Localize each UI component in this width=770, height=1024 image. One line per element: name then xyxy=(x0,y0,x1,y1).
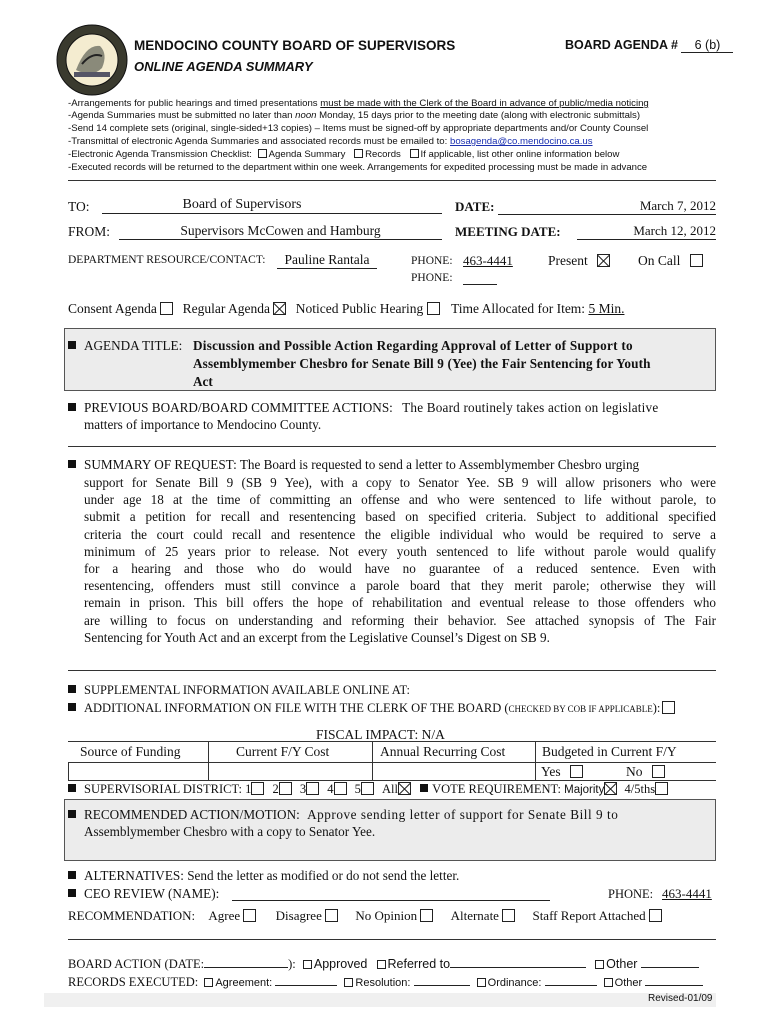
checkbox-district-4[interactable] xyxy=(334,782,347,795)
checkbox-consent[interactable] xyxy=(160,302,173,315)
phone-label: PHONE: xyxy=(411,255,453,267)
district-row: SUPERVISORIAL DISTRICT: 1 2 3 4 5 All VOTE REQUIREMENT: Majority 4/5ths xyxy=(68,782,668,797)
form-title: ONLINE AGENDA SUMMARY xyxy=(134,59,313,74)
checkbox-disagree[interactable] xyxy=(325,909,338,922)
checkbox-no-opinion[interactable] xyxy=(420,909,433,922)
checkbox-approved[interactable] xyxy=(303,960,312,969)
fiscal-title: FISCAL IMPACT: N/A xyxy=(316,727,445,742)
supplemental-online: SUPPLEMENTAL INFORMATION AVAILABLE ONLINE AT: xyxy=(68,683,410,698)
supplemental-file: ADDITIONAL INFORMATION ON FILE WITH THE CLERK OF THE BOARD (CHECKED BY COB IF APPLICABLE): xyxy=(68,701,675,716)
checkbox-district-3[interactable] xyxy=(306,782,319,795)
alternatives-row: ALTERNATIVES: Send the letter as modified or do not send the letter. xyxy=(68,868,459,884)
ceo-review-row: CEO REVIEW (NAME): xyxy=(68,886,219,902)
date-label: DATE: xyxy=(455,199,495,214)
contact-label: DEPARTMENT RESOURCE/CONTACT: xyxy=(68,254,266,266)
agenda-number-value[interactable]: 6 (b) xyxy=(681,38,733,53)
agenda-title-label: AGENDA TITLE: xyxy=(68,338,182,354)
fiscal-col-annual: Annual Recurring Cost xyxy=(380,744,506,759)
footer-bar xyxy=(44,993,716,1007)
checkbox-referred[interactable] xyxy=(377,960,386,969)
from-label: FROM: xyxy=(68,224,111,239)
checkbox-district-all[interactable] xyxy=(398,782,411,795)
records-row: RECORDS EXECUTED: Agreement: Resolution: Ordinance: Other xyxy=(68,975,703,990)
divider-3 xyxy=(68,670,716,671)
checkbox-majority[interactable] xyxy=(604,782,617,795)
checkbox-other-online[interactable] xyxy=(410,149,419,158)
org-title: MENDOCINO COUNTY BOARD OF SUPERVISORS xyxy=(134,38,456,53)
checkbox-noticed[interactable] xyxy=(427,302,440,315)
checkbox-budgeted-yes[interactable] xyxy=(570,765,583,778)
checkbox-regular[interactable] xyxy=(273,302,286,315)
contact-field[interactable]: Pauline Rantala xyxy=(277,252,377,269)
agenda-title-line-3: Act xyxy=(193,374,213,389)
checkbox-four-fifths[interactable] xyxy=(655,782,668,795)
agenda-type-row: Consent Agenda Regular Agenda Noticed Public Hearing Time Allocated for Item: 5 Min. xyxy=(68,301,625,316)
fiscal-col-source: Source of Funding xyxy=(80,744,181,759)
checkbox-agree[interactable] xyxy=(243,909,256,922)
meeting-date-label: MEETING DATE: xyxy=(455,224,561,239)
revised-label: Revised-01/09 xyxy=(648,993,713,1004)
checkbox-records[interactable] xyxy=(354,149,363,158)
agenda-title-line-2: Assemblymember Chesbro for Senate Bill 9 (Yee) the Fair Sentencing for Youth xyxy=(193,356,651,371)
recommendation-row: RECOMMENDATION: Agree Disagree No Opinion Alternate Staff Report Attached xyxy=(68,908,662,924)
oncall-option[interactable]: On Call xyxy=(638,253,703,269)
instruction-line-6: -Executed records will be returned to the department within one week. Arrangements for expedited processing must be made in advance xyxy=(68,162,648,173)
county-seal xyxy=(56,24,128,96)
phone2-label: PHONE: xyxy=(411,272,453,284)
annual-cost-field[interactable] xyxy=(372,764,535,778)
previous-actions-line-2: matters of importance to Mendocino County. xyxy=(84,417,322,432)
referred-to-field[interactable] xyxy=(450,957,586,968)
time-allocated[interactable]: 5 Min. xyxy=(588,301,625,316)
board-other-field[interactable] xyxy=(641,957,699,968)
previous-actions-line-1: PREVIOUS BOARD/BOARD COMMITTEE ACTIONS: The Board routinely takes action on legislative xyxy=(68,400,658,416)
instruction-line-3: -Send 14 complete sets (original, single-sided+13 copies) – Items must be signed-off by appropriate departments and/or County Counsel xyxy=(68,123,649,134)
checkbox-agenda-summary[interactable] xyxy=(258,149,267,158)
recommended-line-1: RECOMMENDED ACTION/MOTION: Approve sending letter of support for Senate Bill 9 to xyxy=(68,807,618,823)
checkbox-district-1[interactable] xyxy=(251,782,264,795)
summary-line-1: SUMMARY OF REQUEST: The Board is requested to send a letter to Assemblymember Chesbro urging xyxy=(68,457,639,473)
checkbox-district-2[interactable] xyxy=(279,782,292,795)
phone-field[interactable]: 463-4441 xyxy=(463,253,513,268)
to-label: TO: xyxy=(68,199,90,214)
checkbox-budgeted-no[interactable] xyxy=(652,765,665,778)
ceo-review-field[interactable] xyxy=(232,900,550,901)
to-field[interactable]: Board of Supervisors xyxy=(102,197,442,214)
instruction-line-1: -Arrangements for public hearings and timed presentations must be made with the Clerk of the Board in advance of public/media noticing xyxy=(68,98,649,109)
checkbox-ordinance[interactable] xyxy=(477,978,486,987)
present-option[interactable]: Present xyxy=(548,253,610,269)
checkbox-resolution[interactable] xyxy=(344,978,353,987)
instruction-line-4: -Transmittal of electronic Agenda Summaries and associated records must be emailed to: bosagenda@co.mendocino.ca.us xyxy=(68,136,593,147)
recommended-line-2: Assemblymember Chesbro with a copy to Senator Yee. xyxy=(84,824,376,839)
checkbox-cob[interactable] xyxy=(662,701,675,714)
meeting-date-field[interactable]: March 12, 2012 xyxy=(577,223,716,240)
from-field[interactable]: Supervisors McCowen and Hamburg xyxy=(119,223,442,240)
transmission-checklist: -Electronic Agenda Transmission Checklist: Agenda Summary Records If applicable, list other online information below xyxy=(68,149,620,160)
fiscal-col-current: Current F/Y Cost xyxy=(236,744,330,759)
date-field[interactable]: March 7, 2012 xyxy=(498,198,716,215)
budgeted-no[interactable]: No xyxy=(626,764,665,780)
fiscal-table-top xyxy=(68,741,716,742)
instruction-line-2: -Agenda Summaries must be submitted no later than noon Monday, 15 days prior to the meeting date (along with electronic submittals) xyxy=(68,110,641,121)
budgeted-yes[interactable]: Yes xyxy=(541,764,583,780)
board-action-row: BOARD ACTION (DATE: ): Approved Referred to Other xyxy=(68,956,699,972)
checkbox-board-other[interactable] xyxy=(595,960,604,969)
checkbox-oncall[interactable] xyxy=(690,254,703,267)
checkbox-records-other[interactable] xyxy=(604,978,613,987)
divider-4 xyxy=(68,939,716,940)
checkbox-staff-report[interactable] xyxy=(649,909,662,922)
ceo-phone-label: PHONE: xyxy=(608,887,654,901)
checkbox-alternate[interactable] xyxy=(502,909,515,922)
agenda-number: BOARD AGENDA # 6 (b) xyxy=(565,38,733,53)
board-action-date[interactable] xyxy=(204,956,288,968)
header-divider xyxy=(68,180,716,181)
checkbox-agreement[interactable] xyxy=(204,978,213,987)
agenda-title-line-1: Discussion and Possible Action Regarding Approval of Letter of Support to xyxy=(193,338,633,353)
ceo-phone-value[interactable]: 463-4441 xyxy=(662,886,712,901)
summary-body: support for Senate Bill 9 (SB 9 Yee), with a copy to Senator Yee. SB 9 will allow prisoners who were under age 18 at the time of committing an offense and who were sentenced to life without parole, to submit a petition for recall and resentencing based on specified criteria. Subject to additional specified criteria the court could recall and resentence the eligible individual who would be required to serve a minimum of 25 years prior to release. Not every youth sentenced to life without parole would qualify for a hearing and those who do would have no guarantee of a reduced sentence. Even with resentencing, offenders must still convince a parole board that they merit parole; otherwise they will remain in prison. This bill offers the hope of rehabilitation and eventual release to those offenders who are willing to focus on understanding and reforming their behavior. See attached synopsis of The Fair Sentencing for Youth Act and an excerpt from the Legislative Counsel’s Digest on SB 9. xyxy=(84,475,716,645)
email-link[interactable]: bosagenda@co.mendocino.ca.us xyxy=(449,136,593,147)
checkbox-present[interactable] xyxy=(597,254,610,267)
fiscal-col-budgeted: Budgeted in Current F/Y xyxy=(542,744,677,759)
divider-2 xyxy=(68,446,716,447)
phone2-field[interactable] xyxy=(463,284,497,285)
checkbox-district-5[interactable] xyxy=(361,782,374,795)
